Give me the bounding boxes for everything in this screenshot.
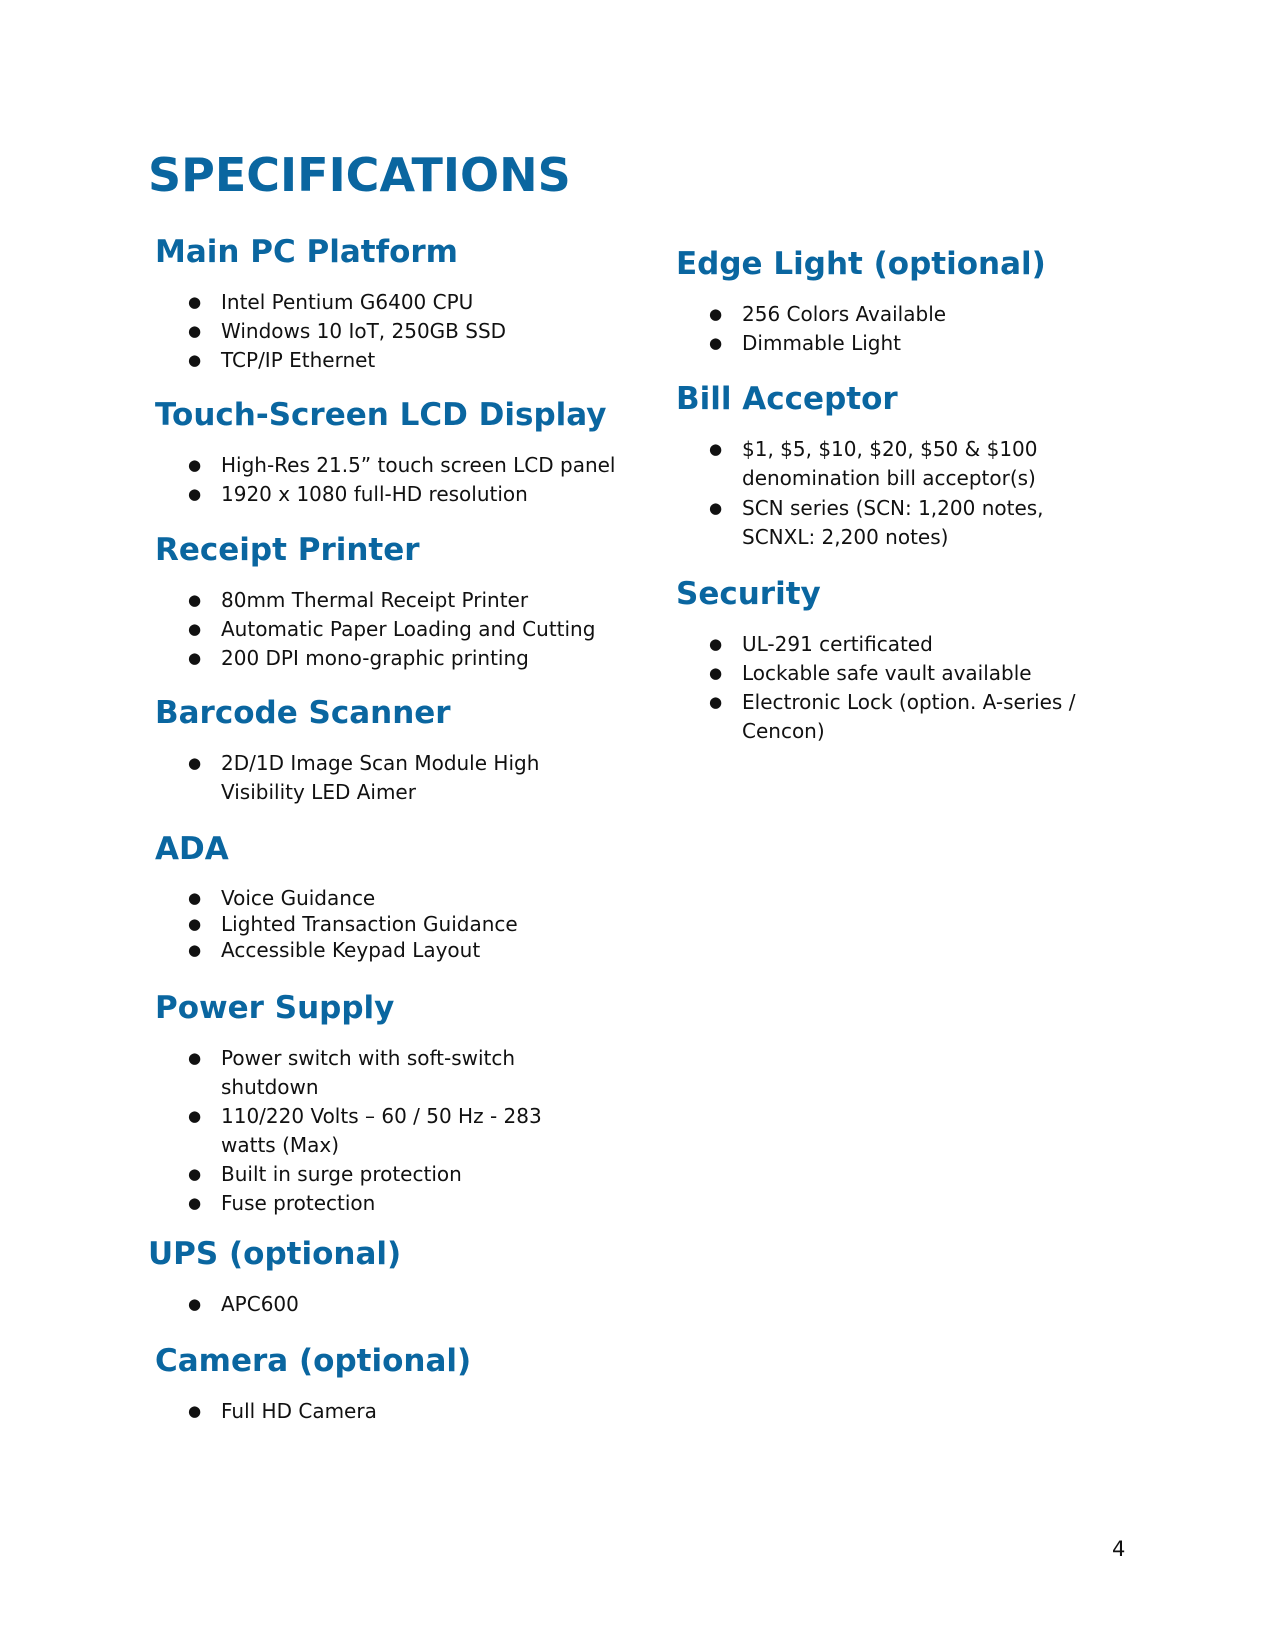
list-item: ● 80mm Thermal Receipt Printer bbox=[155, 586, 625, 615]
bullet-icon: ● bbox=[709, 635, 723, 653]
bullet-icon: ● bbox=[188, 293, 202, 311]
bullet-icon: ● bbox=[709, 499, 723, 517]
section-edge-light bbox=[676, 246, 1146, 358]
list-item: ● 2D/1D Image Scan Module High Visibility LED Aimer bbox=[188, 751, 540, 804]
section-heading: Barcode Scanner bbox=[155, 695, 451, 731]
spec-list bbox=[155, 1290, 618, 1319]
spec-list bbox=[155, 1397, 625, 1426]
bullet-icon: ● bbox=[709, 334, 723, 352]
list-item: ● Full HD Camera bbox=[155, 1397, 625, 1426]
list-item: ● Lockable safe vault available bbox=[676, 659, 1096, 688]
bullet-icon: ● bbox=[188, 649, 202, 667]
list-item: ● Dimmable Light bbox=[676, 329, 1146, 358]
section-heading: Touch-Screen LCD Display bbox=[155, 397, 607, 433]
spec-list bbox=[155, 451, 625, 509]
bullet-icon: ● bbox=[188, 1107, 202, 1125]
list-item: ● High-Res 21.5” touch screen LCD panel bbox=[155, 451, 625, 480]
section-touch-screen bbox=[155, 397, 625, 509]
bullet-icon: ● bbox=[188, 591, 202, 609]
section-ups bbox=[148, 1236, 618, 1319]
section-heading: Security bbox=[676, 576, 821, 612]
section-bill-acceptor bbox=[676, 381, 1106, 552]
spec-list bbox=[155, 288, 625, 375]
list-item: ● Accessible Keypad Layout bbox=[188, 938, 481, 962]
bullet-icon: ● bbox=[188, 1194, 202, 1212]
list-item: ● Lighted Transaction Guidance bbox=[188, 912, 518, 936]
list-item: ● 256 Colors Available bbox=[676, 300, 1146, 329]
list-item: ● Power switch with soft-switch shutdown bbox=[188, 1046, 516, 1099]
page-title: SPECIFICATIONS bbox=[148, 148, 571, 202]
list-item: ● Electronic Lock (option. A-series / Cencon) bbox=[709, 690, 1076, 743]
section-security bbox=[676, 576, 1096, 746]
bullet-icon: ● bbox=[709, 693, 723, 711]
bullet-icon: ● bbox=[709, 305, 723, 323]
list-item: ● Intel Pentium G6400 CPU bbox=[155, 288, 625, 317]
list-item: ● Automatic Paper Loading and Cutting bbox=[155, 615, 625, 644]
bullet-icon: ● bbox=[188, 1402, 202, 1420]
bullet-icon: ● bbox=[188, 351, 202, 369]
list-item: ● Built in surge protection bbox=[155, 1160, 595, 1189]
list-item: ● 1920 x 1080 full-HD resolution bbox=[155, 480, 625, 509]
spec-list bbox=[155, 749, 575, 807]
list-item: ● Voice Guidance bbox=[188, 886, 376, 910]
section-heading: Power Supply bbox=[155, 990, 395, 1026]
list-item: ● Fuse protection bbox=[155, 1189, 595, 1218]
list-item: ● UL-291 certificated bbox=[676, 630, 1096, 659]
section-heading: ADA bbox=[155, 831, 229, 867]
spec-list bbox=[676, 630, 1096, 746]
section-heading: Edge Light (optional) bbox=[676, 246, 1046, 282]
bullet-icon: ● bbox=[709, 440, 723, 458]
spec-list bbox=[155, 1044, 595, 1218]
bullet-icon: ● bbox=[188, 620, 202, 638]
section-receipt-printer bbox=[155, 532, 625, 673]
bullet-icon: ● bbox=[188, 456, 202, 474]
spec-list bbox=[676, 300, 1146, 358]
section-heading: Main PC Platform bbox=[155, 234, 458, 270]
bullet-icon: ● bbox=[709, 664, 723, 682]
list-item: ● 200 DPI mono-graphic printing bbox=[155, 644, 625, 673]
list-item: ● Windows 10 IoT, 250GB SSD bbox=[155, 317, 625, 346]
bullet-icon: ● bbox=[188, 1049, 202, 1067]
section-heading: UPS (optional) bbox=[148, 1236, 402, 1272]
list-item: ● TCP/IP Ethernet bbox=[155, 346, 625, 375]
spec-list bbox=[155, 586, 625, 673]
list-item: ● APC600 bbox=[155, 1290, 618, 1319]
list-item: ● SCN series (SCN: 1,200 notes, SCNXL: 2,200 notes) bbox=[709, 496, 1044, 549]
section-heading: Camera (optional) bbox=[155, 1343, 472, 1379]
section-heading: Bill Acceptor bbox=[676, 381, 898, 417]
section-barcode-scanner bbox=[155, 695, 575, 807]
section-heading: Receipt Printer bbox=[155, 532, 420, 568]
bullet-icon: ● bbox=[188, 1165, 202, 1183]
bullet-icon: ● bbox=[188, 754, 202, 772]
bullet-icon: ● bbox=[188, 889, 202, 907]
section-ada bbox=[155, 831, 625, 963]
section-power-supply bbox=[155, 990, 595, 1218]
bullet-icon: ● bbox=[188, 915, 202, 933]
bullet-icon: ● bbox=[188, 485, 202, 503]
bullet-icon: ● bbox=[188, 1295, 202, 1313]
list-item: ● $1, $5, $10, $20, $50 & $100 denomination bill acceptor(s) bbox=[709, 437, 1038, 490]
spec-list bbox=[676, 435, 1106, 552]
section-camera bbox=[155, 1343, 625, 1426]
bullet-icon: ● bbox=[188, 941, 202, 959]
page-number: 4 bbox=[1112, 1537, 1126, 1561]
section-main-pc-platform bbox=[155, 234, 625, 375]
list-item: ● 110/220 Volts – 60 / 50 Hz - 283 watts (Max) bbox=[188, 1104, 542, 1157]
bullet-icon: ● bbox=[188, 322, 202, 340]
spec-list bbox=[155, 885, 625, 963]
